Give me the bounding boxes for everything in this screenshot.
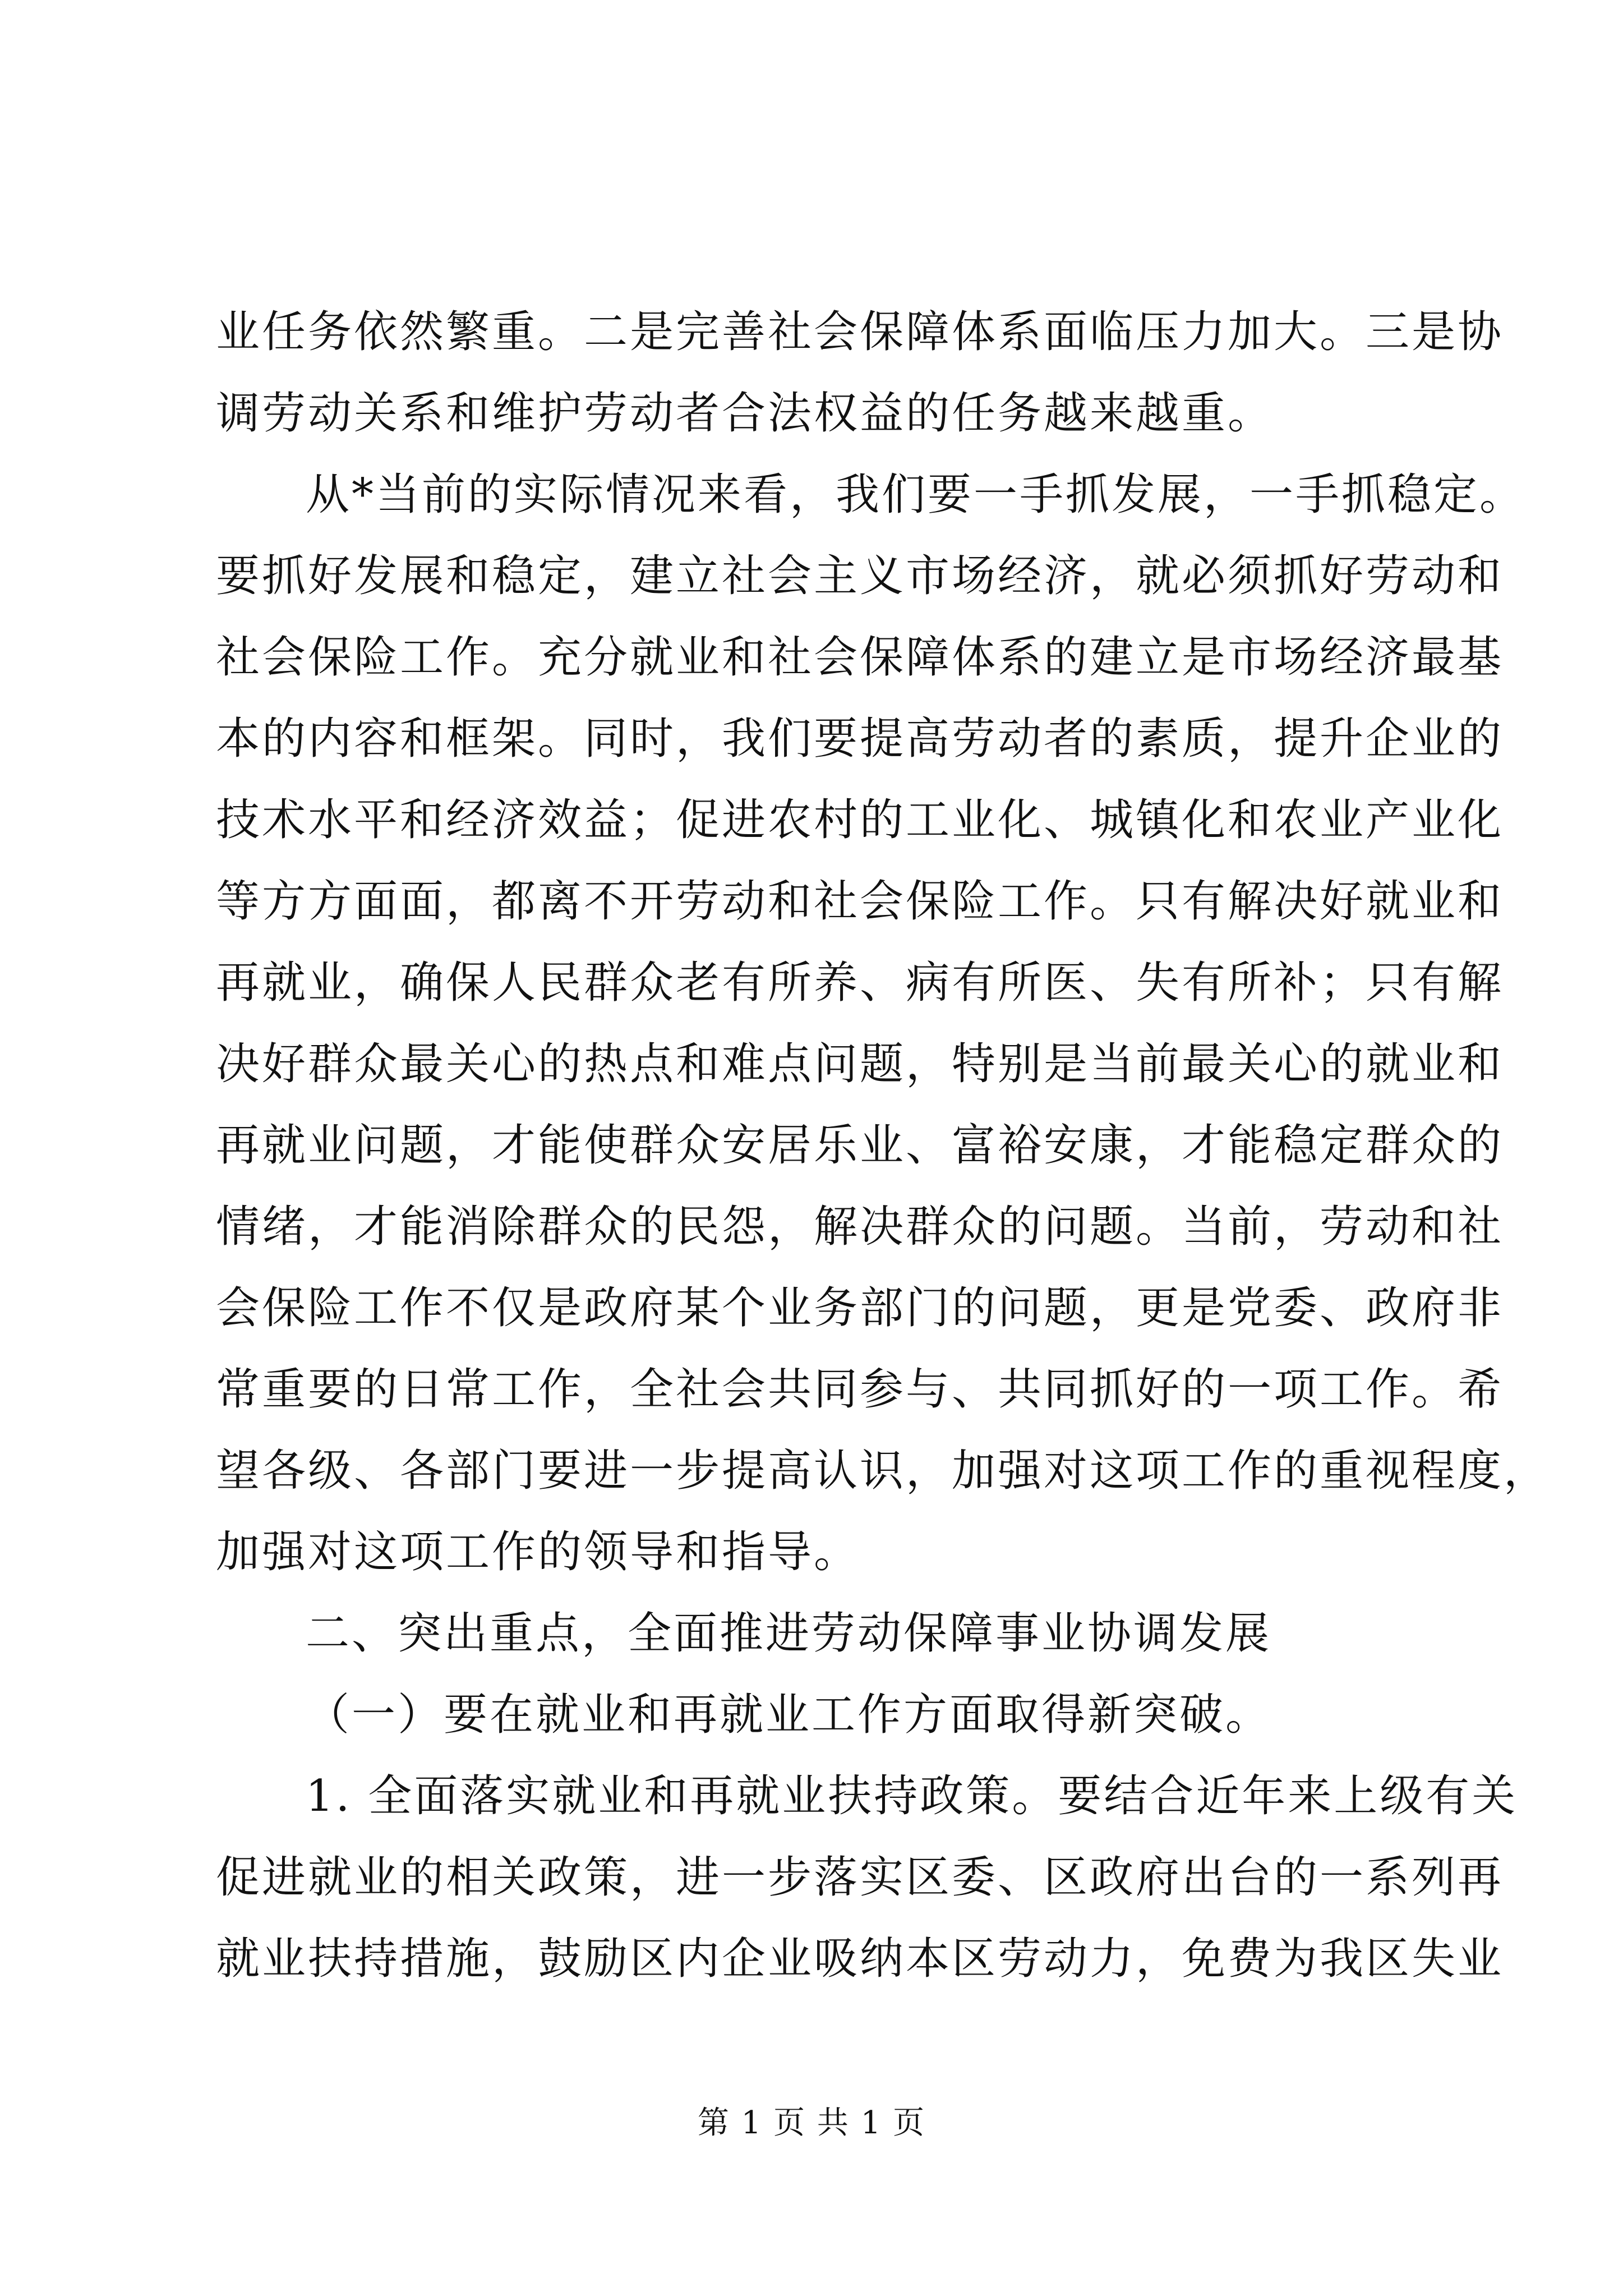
body-line: 再就业，确保人民群众老有所养、病有所医、失有所补；只有解 <box>216 958 1504 1008</box>
section-heading: 二、突出重点，全面推进劳动保障事业协调发展 <box>306 1608 1272 1659</box>
body-line: 技术水平和经济效益；促进农村的工业化、城镇化和农业产业化 <box>216 795 1504 845</box>
body-line: 就业扶持措施，鼓励区内企业吸纳本区劳动力，免费为我区失业 <box>216 1934 1504 1984</box>
body-line: 本的内容和框架。同时，我们要提高劳动者的素质，提升企业的 <box>216 714 1504 764</box>
page-footer: 第 1 页 共 1 页 <box>697 2105 926 2141</box>
body-line: 促进就业的相关政策，进一步落实区委、区政府出台的一系列再 <box>216 1852 1504 1903</box>
body-line: 1. 全面落实就业和再就业扶持政策。要结合近年来上级有关 <box>306 1771 1518 1821</box>
body-line: 望各级、各部门要进一步提高认识，加强对这项工作的重视程度， <box>216 1446 1550 1496</box>
body-line: 会保险工作不仅是政府某个业务部门的问题，更是党委、政府非 <box>216 1283 1504 1333</box>
body-line: 业任务依然繁重。二是完善社会保障体系面临压力加大。三是协 <box>216 307 1504 357</box>
document-body <box>216 292 1550 2000</box>
body-line: 要抓好发展和稳定，建立社会主义市场经济，就必须抓好劳动和 <box>216 551 1504 601</box>
body-line: 常重要的日常工作，全社会共同参与、共同抓好的一项工作。希 <box>216 1364 1504 1415</box>
body-line: 再就业问题，才能使群众安居乐业、富裕安康，才能稳定群众的 <box>216 1120 1504 1171</box>
body-line: 等方方面面，都离不开劳动和社会保险工作。只有解决好就业和 <box>216 876 1504 927</box>
subsection-heading: （一）要在就业和再就业工作方面取得新突破。 <box>306 1690 1272 1740</box>
body-line: 情绪，才能消除群众的民怨，解决群众的问题。当前，劳动和社 <box>216 1202 1504 1252</box>
body-line: 加强对这项工作的领导和指导。 <box>216 1527 860 1577</box>
body-line: 社会保险工作。充分就业和社会保障体系的建立是市场经济最基 <box>216 632 1504 683</box>
body-line: 调劳动关系和维护劳动者合法权益的任务越来越重。 <box>216 388 1274 439</box>
body-line: 决好群众最关心的热点和难点问题，特别是当前最关心的就业和 <box>216 1039 1504 1089</box>
body-line: 从*当前的实际情况来看，我们要一手抓发展，一手抓稳定。 <box>306 470 1526 520</box>
